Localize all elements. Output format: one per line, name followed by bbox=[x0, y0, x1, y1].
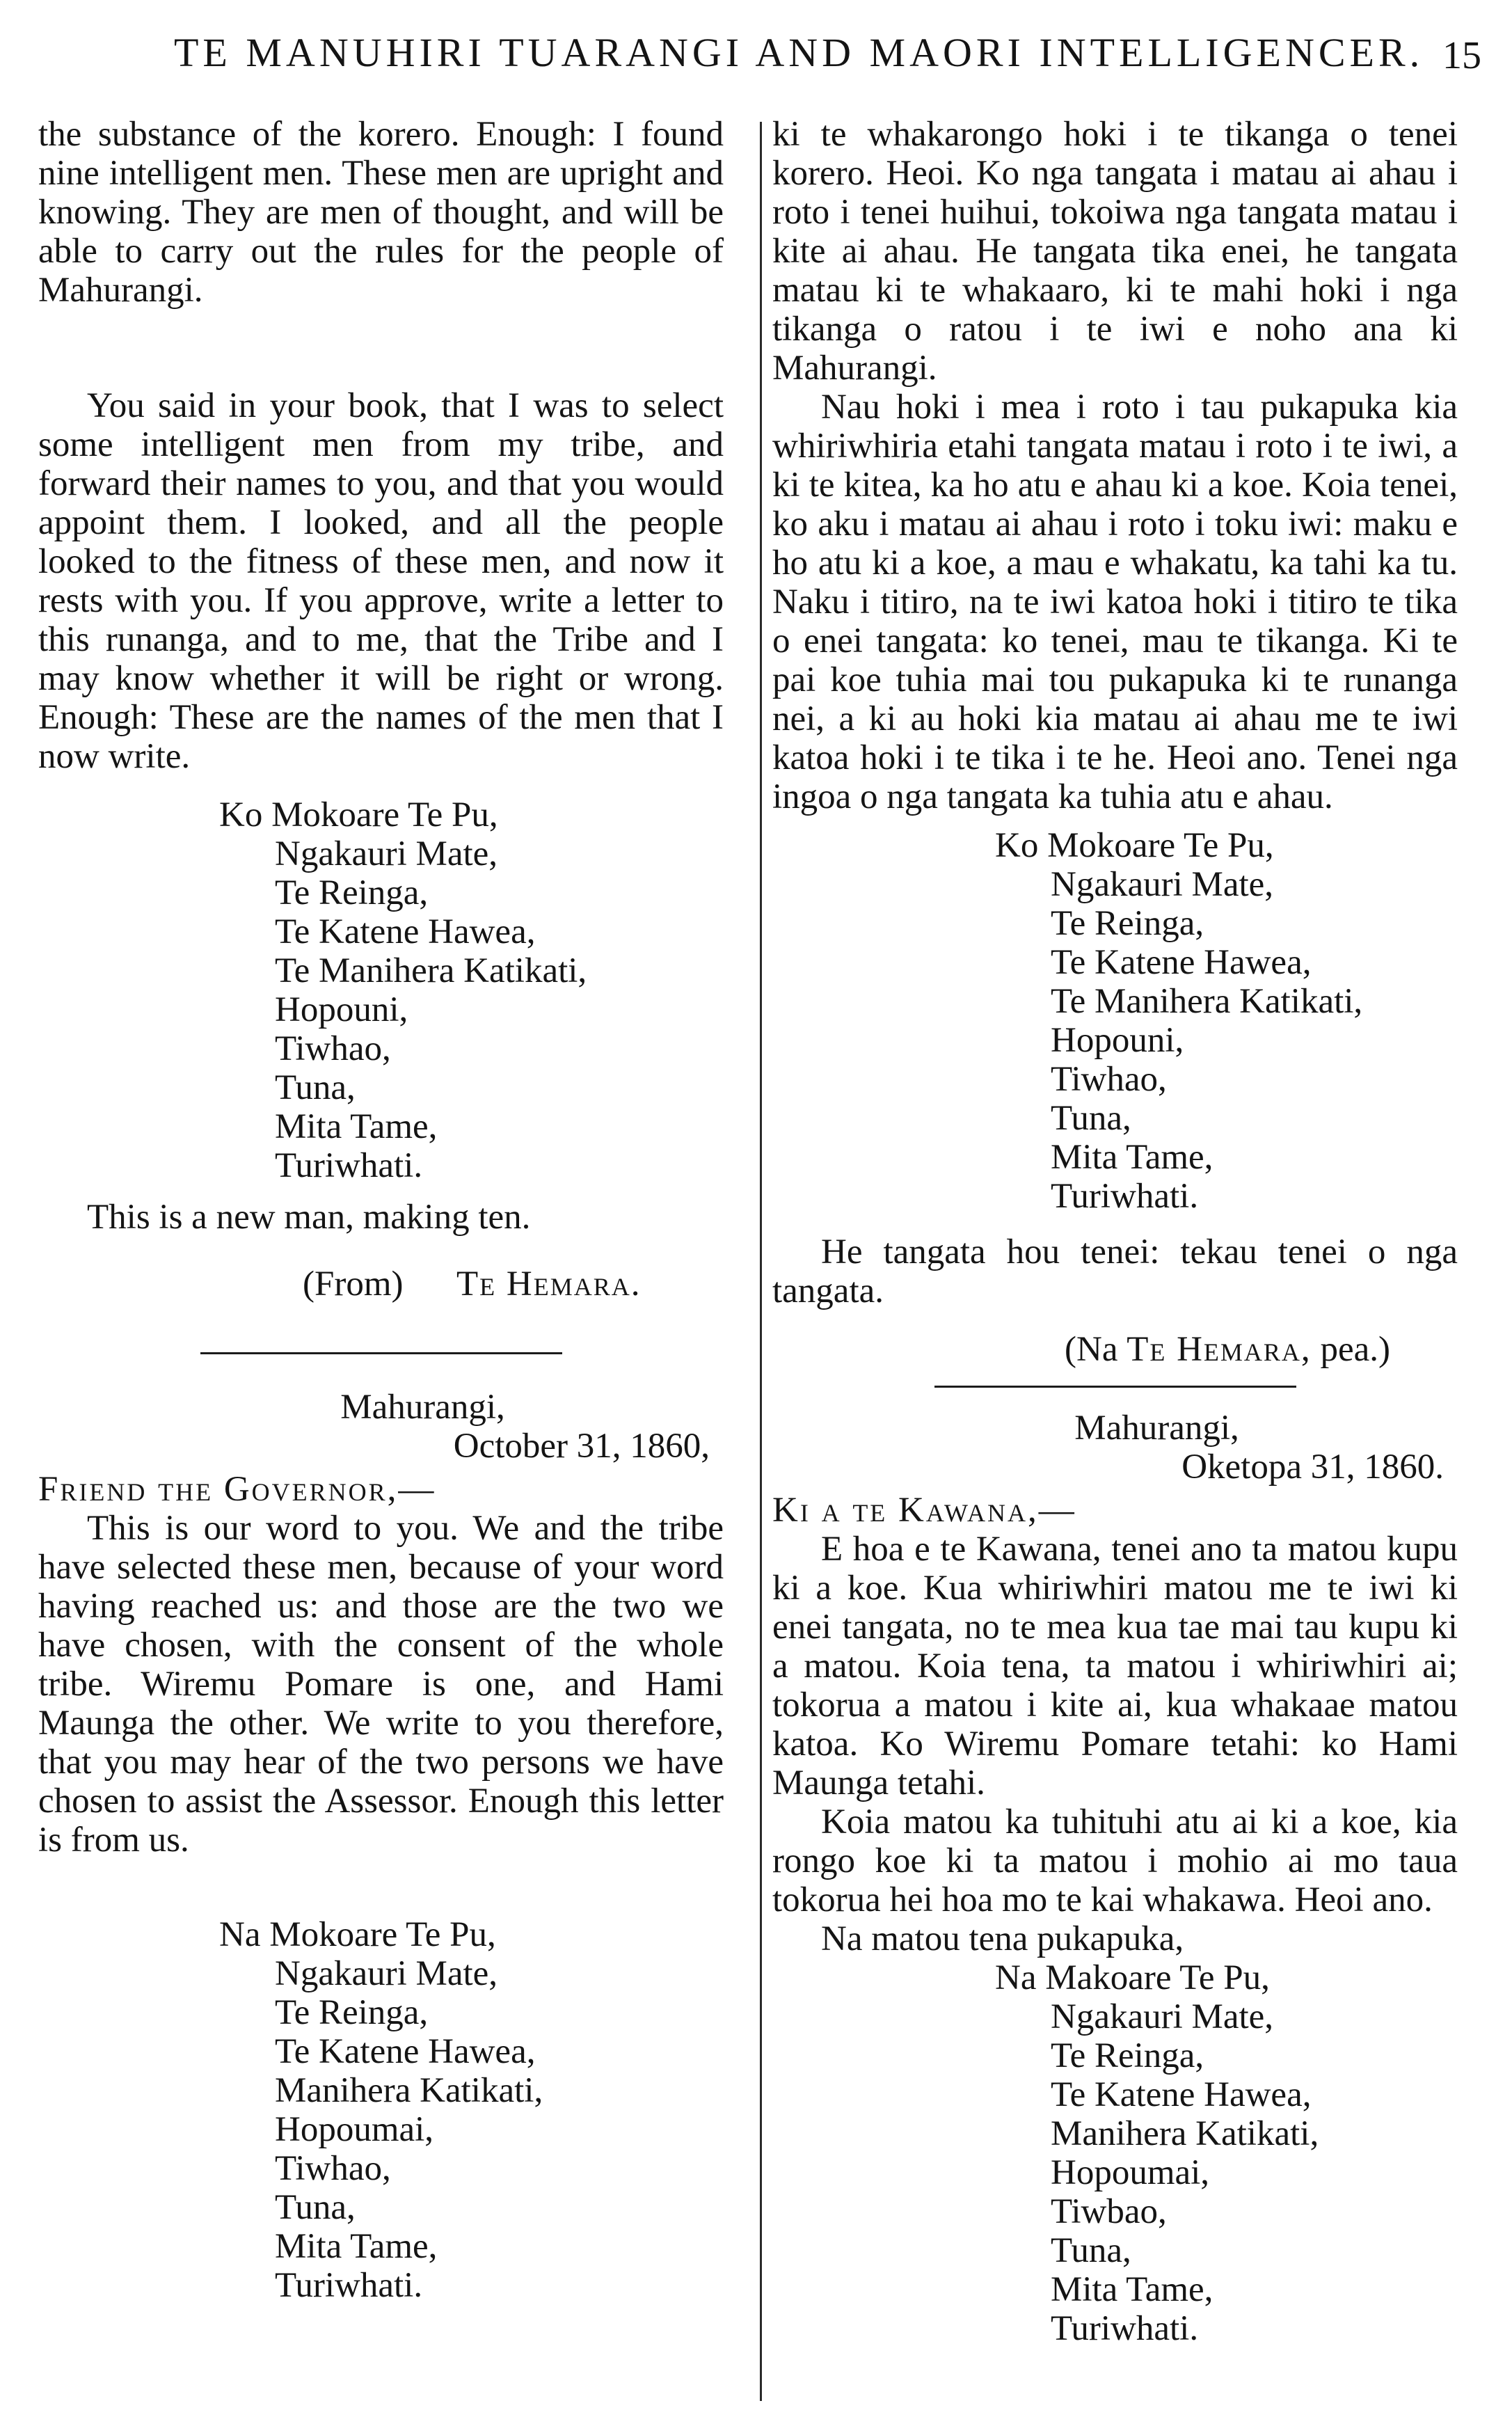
maori-column bbox=[772, 115, 1458, 2348]
left-new-man-note: This is a new man, making ten. bbox=[87, 1198, 531, 1237]
signatory-name: Te Reinga, bbox=[275, 1993, 429, 2032]
signatory-name: Turiwhati. bbox=[275, 2266, 423, 2305]
right-from-name: Te Hemara, bbox=[1127, 1330, 1312, 1369]
signatory-name: Ngakauri Mate, bbox=[1051, 1997, 1274, 2036]
signatory-name: Te Reinga, bbox=[1051, 2036, 1204, 2075]
signatory-name: Ngakauri Mate, bbox=[275, 834, 498, 873]
signatory-name: Te Katene Hawea, bbox=[1051, 2075, 1312, 2114]
signatory-name: Te Reinga, bbox=[1051, 904, 1204, 943]
signatory-name: Te Katene Hawea, bbox=[1051, 943, 1312, 982]
signatory-name: Tuna, bbox=[275, 1068, 356, 1107]
signatory-name: Te Katene Hawea, bbox=[275, 2032, 536, 2071]
signatory-name: Mita Tame, bbox=[1051, 1138, 1213, 1177]
right-signatories-1 bbox=[772, 826, 1458, 1216]
left-signatories-1 bbox=[38, 795, 724, 1185]
signatory-name: Turiwhati. bbox=[1051, 1177, 1199, 1216]
signatory-name: Tiwhao, bbox=[275, 2149, 391, 2188]
signatory-name: Te Manihera Katikati, bbox=[1051, 982, 1363, 1021]
right-section-rule bbox=[934, 1386, 1296, 1388]
right-new-man-note: He tangata hou tenei: tekau tenei o nga tangata. bbox=[772, 1233, 1458, 1310]
left-date: October 31, 1860, bbox=[453, 1427, 710, 1466]
signatory-name: Mita Tame, bbox=[275, 2227, 438, 2266]
signatory-name: Tuna, bbox=[1051, 2231, 1131, 2270]
right-paragraph-3: E hoa e te Kawana, tenei ano ta matou kupu ki a koe. Kua whiriwhiri matou me te iwi ki enei tangata, no te mea kua tae mai tau kupu ki a matou. Koia tena, ta matou i whiriwhiri ai; tokorua a matou i kite ai, kua whakaae matou katoa. Ko Wiremu Pomare tetahi: ko Hami Maunga tetahi. bbox=[772, 1530, 1458, 1802]
signatory-name: Te Katene Hawea, bbox=[275, 912, 536, 951]
right-from-line bbox=[772, 1330, 1458, 1369]
signatory-name: Te Reinga, bbox=[275, 873, 429, 912]
right-paragraph-4: Koia matou ka tuhituhi atu ai ki a koe, kia rongo koe ki ta matou i mohio ai mo taua tokorua hei hoa mo te kai whakawa. Heoi ano. bbox=[772, 1802, 1458, 1919]
english-column bbox=[38, 115, 724, 2305]
left-paragraph-1: the substance of the korero. Enough: I found nine intelligent men. These men are upright and knowing. They are men of thought, and will be able to carry out the rules for the people of Mahurangi. bbox=[38, 115, 724, 310]
right-salutation: Ki a te Kawana,— bbox=[772, 1491, 1076, 1530]
running-title: TE MANUHIRI TUARANGI AND MAORI INTELLIGENCER. bbox=[174, 30, 1424, 75]
right-paragraph-1: ki te whakarongo hoki i te tikanga o tenei korero. Heoi. Ko nga tangata i matau ai ahau i roto i tenei huihui, tokoiwa nga tangata matau i kite ai ahau. He tangata tika enei, he tangata matau ki te whakaaro, ki te mahi hoki i nga tikanga o ratou i te iwi e noho ana ki Mahurangi. bbox=[772, 115, 1458, 388]
right-paragraph-2: Nau hoki i mea i roto i tau pukapuka kia whiriwhiria etahi tangata matau i roto i te iwi, a ki te kitea, ka ho atu e ahau ki a koe. Koia tenei, ko aku i matau ai ahau i roto i toku iwi: maku e ho atu ki a koe, a mau e whakatu, ka tahi ka tu. Naku i titiro, na te iwi katoa hoki i titiro te tika o enei tangata: ko tenei, mau te tikanga. Ki te pai koe tuhia mai tou pukapuka ki te runanga nei, a ki au hoki kia matau ai ahau me te iwi katoa hoki i te tika i te he. Heoi ano. Tenei nga ingoa o nga tangata ka tuhia atu e ahau. bbox=[772, 388, 1458, 816]
left-from-prefix: (From) bbox=[303, 1265, 404, 1303]
signatory-name: Manihera Katikati, bbox=[1051, 2114, 1319, 2153]
page-header bbox=[0, 29, 1512, 106]
signatory-name: Mita Tame, bbox=[1051, 2270, 1213, 2309]
signatory-name: Tiwhao, bbox=[275, 1029, 391, 1068]
right-from-suffix: pea.) bbox=[1320, 1330, 1390, 1369]
right-from-prefix: (Na bbox=[1065, 1330, 1118, 1369]
signatory-name: Na Makoare Te Pu, bbox=[995, 1958, 1270, 1997]
left-salutation: Friend the Governor,— bbox=[38, 1470, 436, 1509]
signatory-name: Hopoumai, bbox=[275, 2110, 434, 2149]
signatory-name: Ko Mokoare Te Pu, bbox=[995, 826, 1274, 865]
signatory-name: Te Manihera Katikati, bbox=[275, 951, 587, 990]
signatory-name: Hopouni, bbox=[275, 990, 408, 1029]
signatory-name: Na Mokoare Te Pu, bbox=[219, 1915, 496, 1954]
right-place: Mahurangi, bbox=[1074, 1409, 1239, 1448]
left-place: Mahurangi, bbox=[340, 1388, 505, 1427]
right-signatories-2 bbox=[772, 1958, 1458, 2348]
left-from-name: Te Hemara. bbox=[456, 1265, 642, 1303]
signatory-name: Tuna, bbox=[275, 2188, 356, 2227]
left-from-line bbox=[38, 1265, 724, 1303]
left-paragraph-3: This is our word to you. We and the tribe have selected these men, because of your word having reached us: and those are the two we have chosen, with the consent of the whole tribe. Wiremu Pomare is one, and Hami Maunga the other. We write to you therefore, that you may hear of the two persons we have chosen to assist the Assessor. Enough this letter is from us. bbox=[38, 1509, 724, 1860]
signatory-name: Turiwhati. bbox=[1051, 2309, 1199, 2348]
signatory-name: Tiwbao, bbox=[1051, 2192, 1167, 2231]
signatory-name: Hopoumai, bbox=[1051, 2153, 1210, 2192]
signatory-name: Manihera Katikati, bbox=[275, 2071, 543, 2110]
signatory-name: Mita Tame, bbox=[275, 1107, 438, 1146]
signatory-name: Tuna, bbox=[1051, 1099, 1131, 1138]
column-divider bbox=[760, 122, 762, 2401]
left-paragraph-2: You said in your book, that I was to select some intelligent men from my tribe, and forward their names to you, and that you would appoint them. I looked, and all the people looked to the fitness of these men, and now it rests with you. If you approve, write a letter to this runanga, and to me, that the Tribe and I may know whether it will be right or wrong. Enough: These are the names of the men that I now write. bbox=[38, 386, 724, 776]
signatory-name: Ko Mokoare Te Pu, bbox=[219, 795, 498, 834]
left-section-rule bbox=[200, 1352, 562, 1354]
signatory-name: Tiwhao, bbox=[1051, 1060, 1167, 1099]
signatory-name: Ngakauri Mate, bbox=[275, 1954, 498, 1993]
right-closing: Na matou tena pukapuka, bbox=[821, 1919, 1184, 1958]
signatory-name: Hopouni, bbox=[1051, 1021, 1184, 1060]
signatory-name: Turiwhati. bbox=[275, 1146, 423, 1185]
signatory-name: Ngakauri Mate, bbox=[1051, 865, 1274, 904]
page-number: 15 bbox=[1442, 34, 1481, 77]
right-date: Oketopa 31, 1860. bbox=[1181, 1448, 1444, 1487]
left-signatories-2 bbox=[38, 1915, 724, 2305]
